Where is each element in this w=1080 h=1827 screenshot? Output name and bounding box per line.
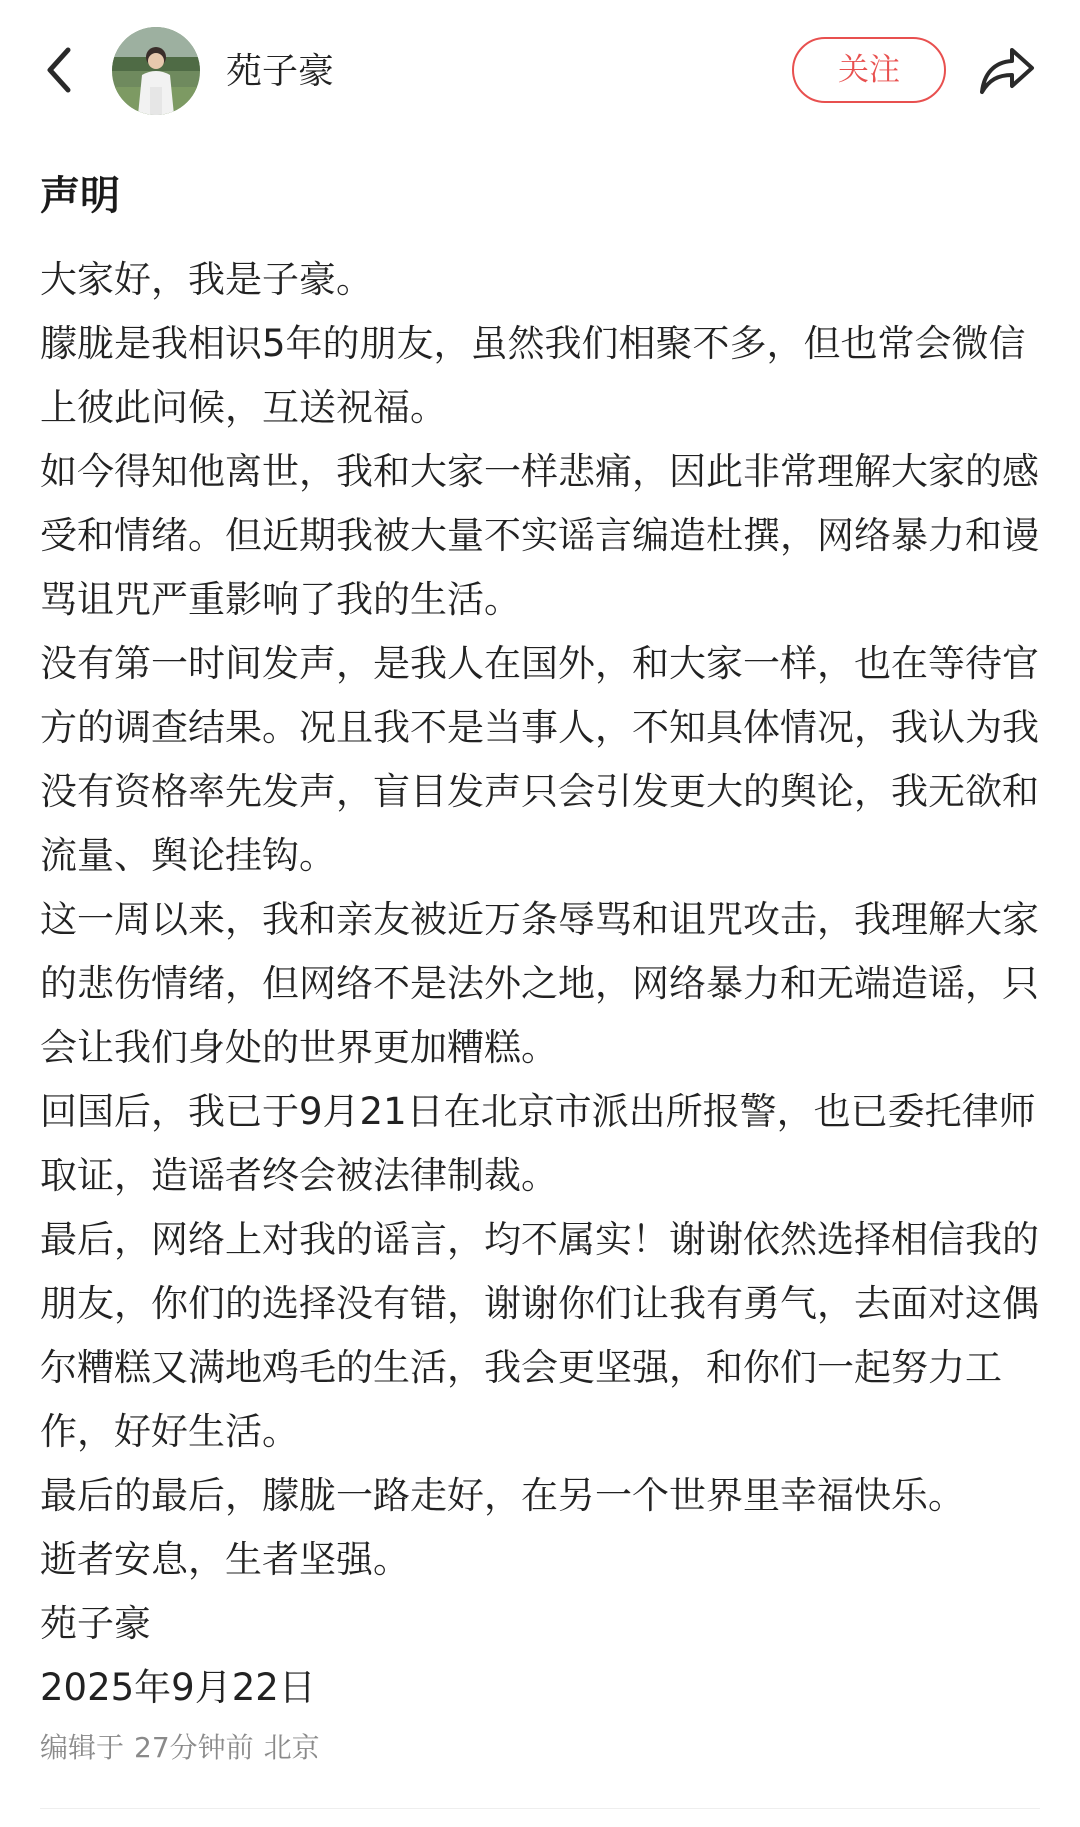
author-name[interactable]: 苑子豪 bbox=[226, 51, 335, 92]
paragraph: 回国后，我已于9月21日在北京市派出所报警，也已委托律师取证，造谣者终会被法律制裁。 bbox=[40, 1090, 1036, 1197]
edited-prefix: 编辑于 bbox=[40, 1731, 125, 1764]
paragraph: 最后的最后，朦胧一路走好，在另一个世界里幸福快乐。 bbox=[40, 1474, 965, 1517]
author-avatar[interactable] bbox=[112, 27, 200, 115]
follow-button[interactable]: 关注 bbox=[792, 37, 946, 103]
back-button[interactable] bbox=[38, 38, 86, 102]
edit-info bbox=[40, 1728, 320, 1768]
paragraph: 这一周以来，我和亲友被近万条辱骂和诅咒攻击，我理解大家的悲伤情绪，但网络不是法外之地，网络暴力和无端造谣，只会让我们身处的世界更加糟糕。 bbox=[40, 898, 1039, 1069]
edited-time: 27分钟前 bbox=[134, 1731, 254, 1764]
post-title: 声明 bbox=[40, 173, 120, 219]
share-button[interactable] bbox=[978, 44, 1036, 98]
paragraph: 最后，网络上对我的谣言，均不属实！谢谢依然选择相信我的朋友，你们的选择没有错，谢谢你们让我有勇气，去面对这偶尔糟糕又满地鸡毛的生活，我会更坚强，和你们一起努力工作，好好生活。 bbox=[40, 1218, 1039, 1453]
paragraph: 大家好，我是子豪。 bbox=[40, 258, 373, 301]
post-body bbox=[40, 248, 1040, 1720]
avatar-photo bbox=[112, 27, 200, 115]
edited-location: 北京 bbox=[263, 1731, 320, 1764]
paragraph: 没有第一时间发声，是我人在国外，和大家一样，也在等待官方的调查结果。况且我不是当事人，不知具体情况，我认为我没有资格率先发声，盲目发声只会引发更大的舆论，我无欲和流量、舆论挂钩。 bbox=[40, 642, 1039, 877]
chevron-left-icon bbox=[38, 38, 86, 102]
share-arrow-icon bbox=[978, 44, 1036, 98]
divider bbox=[40, 1808, 1040, 1809]
signature-date: 2025年9月22日 bbox=[40, 1666, 316, 1709]
signature-name: 苑子豪 bbox=[40, 1602, 151, 1645]
paragraph: 朦胧是我相识5年的朋友，虽然我们相聚不多，但也常会微信上彼此问候，互送祝福。 bbox=[40, 322, 1026, 429]
paragraph: 逝者安息，生者坚强。 bbox=[40, 1538, 410, 1581]
paragraph: 如今得知他离世，我和大家一样悲痛，因此非常理解大家的感受和情绪。但近期我被大量不实谣言编造杜撰，网络暴力和谩骂诅咒严重影响了我的生活。 bbox=[40, 450, 1039, 621]
top-nav-bar bbox=[0, 0, 1080, 142]
